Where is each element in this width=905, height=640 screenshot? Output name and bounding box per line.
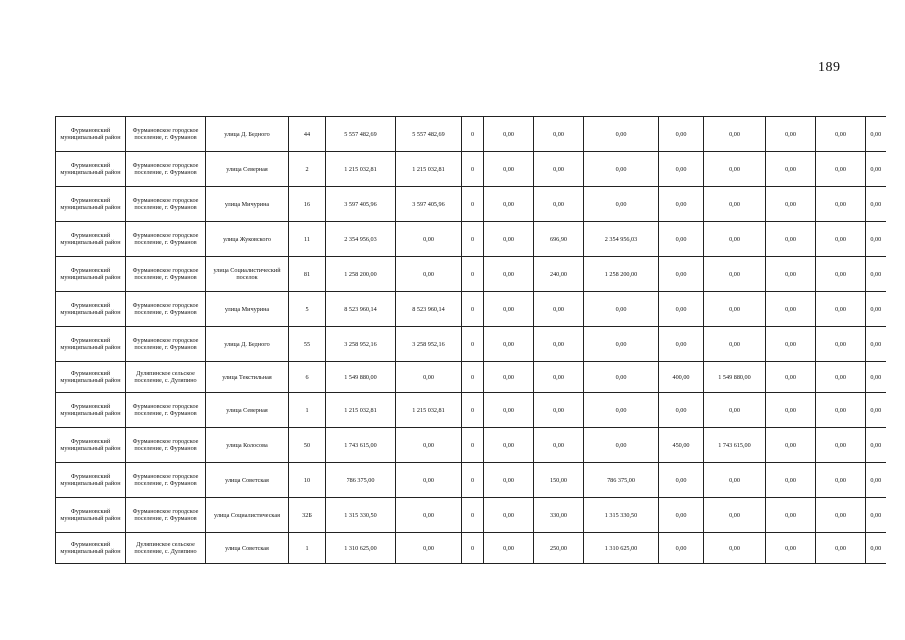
cost-cell-12: 0,00	[704, 327, 766, 362]
cost-total-cell: 1 215 032,81	[326, 393, 396, 428]
area-cell-11: 0,00	[659, 533, 704, 564]
count-cell: 0	[462, 463, 484, 498]
count-cell: 0	[462, 428, 484, 463]
area-cell-11: 0,00	[659, 393, 704, 428]
value-cell-15: 0,00	[866, 257, 886, 292]
value-cell-13: 0,00	[766, 498, 816, 533]
settlement-cell: Фурмановское городское поселение, г. Фурманов	[126, 292, 206, 327]
value-cell-13: 0,00	[766, 533, 816, 564]
cost-cell-6: 0,00	[396, 257, 462, 292]
area-cell-11: 0,00	[659, 117, 704, 152]
area-cell: 0,00	[534, 152, 584, 187]
value-cell-8: 0,00	[484, 533, 534, 564]
cost-cell-10: 0,00	[584, 428, 659, 463]
value-cell-15: 0,00	[866, 362, 886, 393]
value-cell-15: 0,00	[866, 117, 886, 152]
table-row	[56, 117, 886, 152]
area-cell-11: 0,00	[659, 187, 704, 222]
value-cell-14: 0,00	[816, 152, 866, 187]
value-cell-13: 0,00	[766, 428, 816, 463]
cost-cell-6: 5 557 482,69	[396, 117, 462, 152]
area-cell-11: 0,00	[659, 498, 704, 533]
cost-cell-12: 1 743 615,00	[704, 428, 766, 463]
area-cell: 0,00	[534, 393, 584, 428]
area-cell: 250,00	[534, 533, 584, 564]
cost-cell-10: 0,00	[584, 292, 659, 327]
area-cell-11: 0,00	[659, 327, 704, 362]
street-cell: улица Социалистическая	[206, 498, 289, 533]
house-number-cell: 32Б	[289, 498, 326, 533]
count-cell: 0	[462, 292, 484, 327]
cost-total-cell: 3 258 952,16	[326, 327, 396, 362]
count-cell: 0	[462, 257, 484, 292]
settlement-cell: Фурмановское городское поселение, г. Фурманов	[126, 222, 206, 257]
cost-cell-12: 0,00	[704, 393, 766, 428]
count-cell: 0	[462, 187, 484, 222]
value-cell-14: 0,00	[816, 292, 866, 327]
district-cell: Фурмановский муниципальный район	[56, 498, 126, 533]
district-cell: Фурмановский муниципальный район	[56, 327, 126, 362]
count-cell: 0	[462, 327, 484, 362]
cost-cell-6: 0,00	[396, 362, 462, 393]
street-cell: улица Советская	[206, 533, 289, 564]
value-cell-8: 0,00	[484, 463, 534, 498]
area-cell: 0,00	[534, 117, 584, 152]
value-cell-13: 0,00	[766, 257, 816, 292]
district-cell: Фурмановский муниципальный район	[56, 117, 126, 152]
table-row	[56, 428, 886, 463]
value-cell-15: 0,00	[866, 152, 886, 187]
value-cell-15: 0,00	[866, 187, 886, 222]
cost-cell-12: 0,00	[704, 533, 766, 564]
street-cell: улица Д. Бедного	[206, 117, 289, 152]
cost-total-cell: 1 310 625,00	[326, 533, 396, 564]
area-cell-11: 400,00	[659, 362, 704, 393]
value-cell-8: 0,00	[484, 117, 534, 152]
table-row	[56, 292, 886, 327]
house-number-cell: 11	[289, 222, 326, 257]
cost-cell-12: 0,00	[704, 152, 766, 187]
value-cell-8: 0,00	[484, 327, 534, 362]
value-cell-14: 0,00	[816, 428, 866, 463]
table-row	[56, 393, 886, 428]
cost-cell-6: 3 258 952,16	[396, 327, 462, 362]
cost-total-cell: 2 354 956,03	[326, 222, 396, 257]
cost-cell-10: 0,00	[584, 362, 659, 393]
street-cell: улица Колосова	[206, 428, 289, 463]
district-cell: Фурмановский муниципальный район	[56, 187, 126, 222]
value-cell-15: 0,00	[866, 463, 886, 498]
table-row	[56, 498, 886, 533]
district-cell: Фурмановский муниципальный район	[56, 393, 126, 428]
house-number-cell: 55	[289, 327, 326, 362]
area-cell: 240,00	[534, 257, 584, 292]
cost-cell-6: 1 215 032,81	[396, 393, 462, 428]
value-cell-14: 0,00	[816, 498, 866, 533]
cost-cell-12: 1 549 880,00	[704, 362, 766, 393]
value-cell-15: 0,00	[866, 222, 886, 257]
value-cell-14: 0,00	[816, 463, 866, 498]
street-cell: улица Мичурина	[206, 292, 289, 327]
value-cell-15: 0,00	[866, 393, 886, 428]
value-cell-14: 0,00	[816, 327, 866, 362]
table-row	[56, 187, 886, 222]
value-cell-8: 0,00	[484, 257, 534, 292]
value-cell-14: 0,00	[816, 393, 866, 428]
cost-cell-10: 0,00	[584, 327, 659, 362]
cost-total-cell: 1 549 880,00	[326, 362, 396, 393]
cost-cell-12: 0,00	[704, 187, 766, 222]
settlement-cell: Фурмановское городское поселение, г. Фурманов	[126, 463, 206, 498]
area-cell: 0,00	[534, 327, 584, 362]
value-cell-8: 0,00	[484, 498, 534, 533]
value-cell-8: 0,00	[484, 428, 534, 463]
street-cell: улица Социалистический поселок	[206, 257, 289, 292]
cost-cell-10: 0,00	[584, 117, 659, 152]
cost-total-cell: 3 597 405,96	[326, 187, 396, 222]
table-row	[56, 362, 886, 393]
cost-cell-6: 0,00	[396, 533, 462, 564]
table-row	[56, 533, 886, 564]
district-cell: Фурмановский муниципальный район	[56, 152, 126, 187]
cost-total-cell: 1 215 032,81	[326, 152, 396, 187]
district-cell: Фурмановский муниципальный район	[56, 222, 126, 257]
value-cell-14: 0,00	[816, 257, 866, 292]
house-number-cell: 44	[289, 117, 326, 152]
value-cell-8: 0,00	[484, 393, 534, 428]
house-number-cell: 2	[289, 152, 326, 187]
settlement-cell: Фурмановское городское поселение, г. Фурманов	[126, 498, 206, 533]
cost-cell-6: 0,00	[396, 498, 462, 533]
value-cell-13: 0,00	[766, 327, 816, 362]
cost-cell-6: 1 215 032,81	[396, 152, 462, 187]
settlement-cell: Фурмановское городское поселение, г. Фурманов	[126, 393, 206, 428]
cost-cell-12: 0,00	[704, 463, 766, 498]
value-cell-8: 0,00	[484, 362, 534, 393]
district-cell: Фурмановский муниципальный район	[56, 257, 126, 292]
area-cell-11: 0,00	[659, 463, 704, 498]
street-cell: улица Советская	[206, 463, 289, 498]
street-cell: улица Жуковского	[206, 222, 289, 257]
house-number-cell: 1	[289, 533, 326, 564]
settlement-cell: Фурмановское городское поселение, г. Фурманов	[126, 327, 206, 362]
value-cell-13: 0,00	[766, 362, 816, 393]
value-cell-13: 0,00	[766, 187, 816, 222]
cost-cell-6: 0,00	[396, 463, 462, 498]
value-cell-15: 0,00	[866, 428, 886, 463]
cost-cell-6: 0,00	[396, 428, 462, 463]
table-row	[56, 222, 886, 257]
count-cell: 0	[462, 362, 484, 393]
value-cell-13: 0,00	[766, 222, 816, 257]
district-cell: Фурмановский муниципальный район	[56, 533, 126, 564]
value-cell-15: 0,00	[866, 292, 886, 327]
value-cell-13: 0,00	[766, 117, 816, 152]
cost-cell-6: 0,00	[396, 222, 462, 257]
district-cell: Фурмановский муниципальный район	[56, 463, 126, 498]
value-cell-13: 0,00	[766, 152, 816, 187]
value-cell-15: 0,00	[866, 533, 886, 564]
count-cell: 0	[462, 117, 484, 152]
cost-cell-10: 0,00	[584, 152, 659, 187]
area-cell-11: 0,00	[659, 152, 704, 187]
cost-total-cell: 5 557 482,69	[326, 117, 396, 152]
area-cell: 330,00	[534, 498, 584, 533]
house-number-cell: 50	[289, 428, 326, 463]
cost-cell-6: 8 523 960,14	[396, 292, 462, 327]
table-row	[56, 152, 886, 187]
settlement-cell: Дуляпинское сельское поселение, с. Дуляпино	[126, 533, 206, 564]
value-cell-14: 0,00	[816, 222, 866, 257]
value-cell-14: 0,00	[816, 187, 866, 222]
cost-cell-12: 0,00	[704, 222, 766, 257]
cost-cell-10: 1 310 625,00	[584, 533, 659, 564]
value-cell-15: 0,00	[866, 498, 886, 533]
cost-cell-10: 2 354 956,03	[584, 222, 659, 257]
area-cell-11: 0,00	[659, 292, 704, 327]
settlement-cell: Фурмановское городское поселение, г. Фурманов	[126, 428, 206, 463]
count-cell: 0	[462, 393, 484, 428]
settlement-cell: Фурмановское городское поселение, г. Фурманов	[126, 117, 206, 152]
district-cell: Фурмановский муниципальный район	[56, 292, 126, 327]
cost-cell-10: 1 258 200,00	[584, 257, 659, 292]
area-cell: 0,00	[534, 428, 584, 463]
house-number-cell: 6	[289, 362, 326, 393]
table-row	[56, 257, 886, 292]
value-cell-8: 0,00	[484, 292, 534, 327]
cost-total-cell: 8 523 960,14	[326, 292, 396, 327]
cost-total-cell: 1 315 330,50	[326, 498, 396, 533]
table-row	[56, 327, 886, 362]
data-table	[55, 116, 886, 564]
street-cell: улица Северная	[206, 393, 289, 428]
count-cell: 0	[462, 533, 484, 564]
value-cell-14: 0,00	[816, 533, 866, 564]
cost-cell-12: 0,00	[704, 498, 766, 533]
value-cell-8: 0,00	[484, 152, 534, 187]
value-cell-8: 0,00	[484, 187, 534, 222]
cost-total-cell: 786 375,00	[326, 463, 396, 498]
value-cell-13: 0,00	[766, 393, 816, 428]
count-cell: 0	[462, 152, 484, 187]
cost-cell-10: 0,00	[584, 393, 659, 428]
cost-cell-10: 786 375,00	[584, 463, 659, 498]
area-cell-11: 0,00	[659, 257, 704, 292]
value-cell-14: 0,00	[816, 117, 866, 152]
area-cell: 696,90	[534, 222, 584, 257]
district-cell: Фурмановский муниципальный район	[56, 362, 126, 393]
street-cell: улица Северная	[206, 152, 289, 187]
street-cell: улица Мичурина	[206, 187, 289, 222]
area-cell: 0,00	[534, 187, 584, 222]
house-number-cell: 81	[289, 257, 326, 292]
value-cell-13: 0,00	[766, 292, 816, 327]
house-number-cell: 10	[289, 463, 326, 498]
settlement-cell: Фурмановское городское поселение, г. Фурманов	[126, 152, 206, 187]
house-number-cell: 16	[289, 187, 326, 222]
value-cell-8: 0,00	[484, 222, 534, 257]
area-cell: 0,00	[534, 362, 584, 393]
table-row	[56, 463, 886, 498]
cost-cell-10: 1 315 330,50	[584, 498, 659, 533]
settlement-cell: Фурмановское городское поселение, г. Фурманов	[126, 257, 206, 292]
page-number: 189	[818, 60, 841, 75]
street-cell: улица Д. Бедного	[206, 327, 289, 362]
value-cell-15: 0,00	[866, 327, 886, 362]
count-cell: 0	[462, 498, 484, 533]
area-cell: 0,00	[534, 292, 584, 327]
count-cell: 0	[462, 222, 484, 257]
area-cell-11: 0,00	[659, 222, 704, 257]
value-cell-13: 0,00	[766, 463, 816, 498]
value-cell-14: 0,00	[816, 362, 866, 393]
street-cell: улица Текстильная	[206, 362, 289, 393]
house-number-cell: 1	[289, 393, 326, 428]
cost-total-cell: 1 258 200,00	[326, 257, 396, 292]
settlement-cell: Фурмановское городское поселение, г. Фурманов	[126, 187, 206, 222]
settlement-cell: Дуляпинское сельское поселение, с. Дуляпино	[126, 362, 206, 393]
district-cell: Фурмановский муниципальный район	[56, 428, 126, 463]
cost-cell-10: 0,00	[584, 187, 659, 222]
area-cell: 150,00	[534, 463, 584, 498]
cost-cell-12: 0,00	[704, 292, 766, 327]
house-number-cell: 5	[289, 292, 326, 327]
cost-total-cell: 1 743 615,00	[326, 428, 396, 463]
cost-cell-12: 0,00	[704, 117, 766, 152]
cost-cell-6: 3 597 405,96	[396, 187, 462, 222]
cost-cell-12: 0,00	[704, 257, 766, 292]
area-cell-11: 450,00	[659, 428, 704, 463]
